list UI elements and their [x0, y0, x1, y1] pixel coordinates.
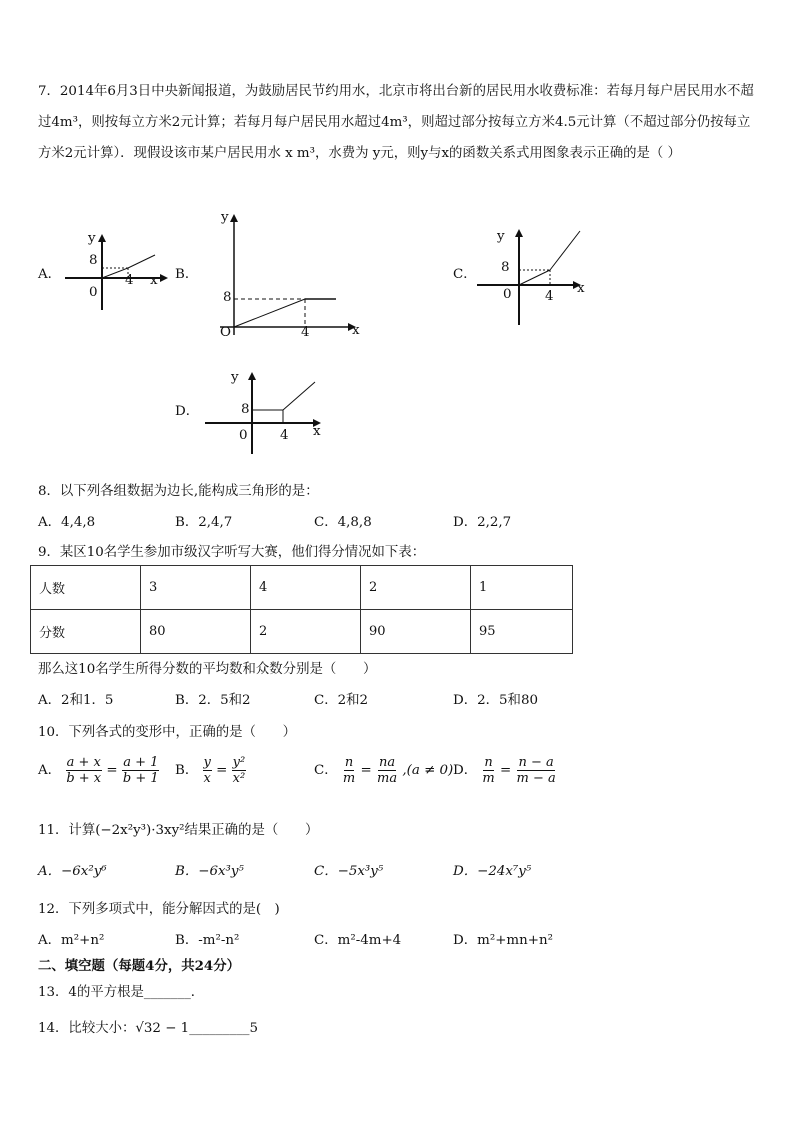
- table-cell: 3: [141, 566, 251, 610]
- q7-a-8-label: 8: [89, 253, 98, 268]
- fraction: $\frac{n}{m}$: [482, 755, 495, 786]
- table-cell: 2: [251, 610, 361, 654]
- q11-option-b[interactable]: B．−6x³y⁵: [175, 864, 244, 879]
- table-cell: 人数: [31, 566, 141, 610]
- table-row: [31, 566, 573, 610]
- q7-a-x-label: x: [150, 273, 158, 288]
- q7-graph-b[interactable]: [210, 210, 360, 340]
- table-row: [31, 610, 573, 654]
- q9-option-c[interactable]: C．2和2: [314, 693, 369, 708]
- q7-c-4-label: 4: [545, 289, 554, 304]
- fraction: $\frac{\text{y²}}{\text{x²}}$: [232, 755, 246, 786]
- q9-text: 9．某区10名学生参加市级汉字听写大赛，他们得分情况如下表：: [38, 545, 426, 560]
- q8-option-b[interactable]: B．2,4,7: [175, 515, 233, 530]
- table-cell: 4: [251, 566, 361, 610]
- q8-option-d[interactable]: D．2,2,7: [453, 515, 512, 530]
- q7-d-8-label: 8: [241, 402, 250, 417]
- q7-b-y-label: y: [221, 210, 229, 225]
- q12-option-a[interactable]: A．m²+n²: [38, 933, 105, 948]
- q8-text: 8．以下列各组数据为边长,能构成三角形的是：: [38, 484, 319, 499]
- table-cell: 1: [471, 566, 573, 610]
- table-cell: 90: [361, 610, 471, 654]
- q7-a-y-label: y: [88, 231, 96, 246]
- q7-option-d-label[interactable]: D．: [175, 404, 200, 419]
- q10-option-c[interactable]: C． $\frac{n}{m}$ = $\frac{na}{ma}$ ,(a ≠ 0): [314, 755, 454, 786]
- q7-c-y-label: y: [497, 229, 505, 244]
- fraction: $\frac{n}{m}$: [342, 755, 356, 786]
- q11-option-c[interactable]: C．−5x³y⁵: [314, 864, 384, 879]
- q10-option-b[interactable]: B． $\frac{y}{x}$ = $\frac{\text{y²}}{\text{x²}}$: [175, 755, 246, 786]
- q7-b-8-label: 8: [223, 290, 232, 305]
- q7-graph-d[interactable]: [200, 368, 325, 458]
- q7-b-o-label: O: [220, 325, 231, 340]
- q14-text[interactable]: 14．比较大小：√32 − 1_________5: [38, 1021, 258, 1036]
- q7-b-4-label: 4: [301, 325, 310, 340]
- q10-d-label: D．: [453, 763, 478, 778]
- q7-d-x-label: x: [313, 424, 321, 439]
- q12-option-c[interactable]: C．m²-4m+4: [314, 933, 402, 948]
- q9-option-d[interactable]: D．2．5和80: [453, 693, 538, 708]
- q9-score-table: [30, 565, 573, 654]
- q12-option-d[interactable]: D．m²+mn+n²: [453, 933, 553, 948]
- q12-option-b[interactable]: B．-m²-n²: [175, 933, 240, 948]
- q7-c-x-label: x: [577, 281, 585, 296]
- fraction: $\frac{y}{x}$: [203, 755, 211, 786]
- q11-option-a[interactable]: A．−6x²y⁶: [38, 864, 107, 879]
- q8-option-a[interactable]: A．4,4,8: [38, 515, 96, 530]
- table-cell: 95: [471, 610, 573, 654]
- q7-d-y-label: y: [231, 370, 239, 385]
- q12-text: 12．下列多项式中，能分解因式的是( ): [38, 902, 280, 917]
- q9-option-b[interactable]: B．2．5和2: [175, 693, 251, 708]
- q7-d-4-label: 4: [280, 428, 289, 443]
- q10-text: 10．下列各式的变形中，正确的是（ ）: [38, 725, 297, 740]
- q13-text[interactable]: 13．4的平方根是_______．: [38, 985, 205, 1000]
- q7-option-a-label[interactable]: A．: [38, 267, 62, 282]
- q9-option-a[interactable]: A．2和1．5: [38, 693, 114, 708]
- q7-option-b-label[interactable]: B．: [175, 267, 199, 282]
- q10-option-a[interactable]: A． $\frac{a + x}{b + x}$ = $\frac{a + 1}{b + 1}$: [38, 755, 159, 786]
- table-cell: 2: [361, 566, 471, 610]
- table-cell: 80: [141, 610, 251, 654]
- fraction: $\frac{a + x}{b + x}$: [66, 755, 102, 786]
- q7-d-0-label: 0: [239, 428, 248, 443]
- q7-b-x-label: x: [352, 323, 360, 338]
- fraction: $\frac{na}{ma}$: [377, 755, 398, 786]
- fraction: $\frac{a + 1}{b + 1}$: [122, 755, 159, 786]
- q7-option-c-label[interactable]: C．: [453, 267, 477, 282]
- q7-c-0-label: 0: [503, 287, 512, 302]
- fraction: $\frac{n - a}{m - a}$: [516, 755, 556, 786]
- q7-c-8-label: 8: [501, 260, 510, 275]
- table-cell: 分数: [31, 610, 141, 654]
- q10-b-label: B．: [175, 763, 199, 778]
- q7-a-0-label: 0: [89, 285, 98, 300]
- q10-option-d[interactable]: D． $\frac{n}{m}$ = $\frac{n - a}{m - a}$: [453, 755, 556, 786]
- q7-text: 7．2014年6月3日中央新闻报道，为鼓励居民节约用水，北京市将出台新的居民用水收费标准：若每月每户居民用水不超过4m³，则按每立方米2元计算；若每月每户居民用水超过4m³，则超过部分按每立方米4.5元计算（不超过部分仍按每立方米2元计算）．现假设该市某户居民用水 x m³，水费为 y元，则y与x的函数关系式用图象表示正确的是（ ）: [38, 84, 754, 161]
- q11-option-d[interactable]: D．−24x⁷y⁵: [453, 864, 532, 879]
- q10-c-label: C．: [314, 763, 338, 778]
- q7-graph-a[interactable]: [60, 228, 170, 313]
- q8-option-c[interactable]: C．4,8,8: [314, 515, 372, 530]
- q9-question: 那么这10名学生所得分数的平均数和众数分别是（ ）: [38, 662, 377, 677]
- section-heading: 二、填空题（每题4分，共24分）: [38, 958, 241, 974]
- q11-text: 11．计算(−2x²y³)·3xy²结果正确的是（ ）: [38, 823, 319, 838]
- q10-a-label: A．: [38, 763, 62, 778]
- q7-a-4-label: 4: [125, 273, 134, 288]
- q7-graph-c[interactable]: [475, 225, 590, 330]
